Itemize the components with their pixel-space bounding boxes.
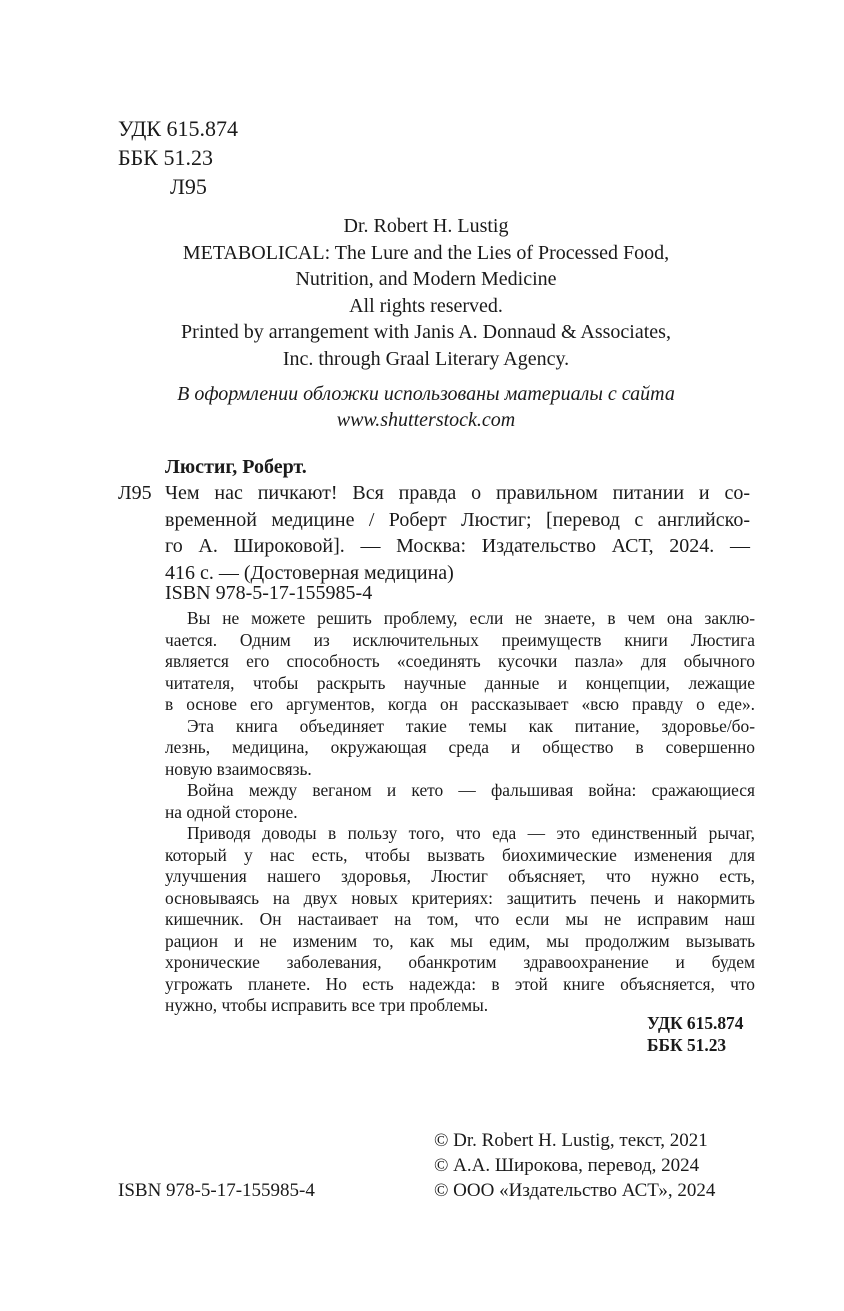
annotation-line: кишечник. Он настаивает на том, что если мы не исправим наш: [165, 909, 755, 929]
annotation-line: рацион и не изменим то, как мы едим, мы продолжим вызывать: [165, 930, 755, 951]
original-title-line-2: Nutrition, and Modern Medicine: [295, 268, 557, 290]
annotation-line: Приводя доводы в пользу того, что еда — это единственный рычаг,: [187, 823, 755, 843]
annotation-line: на одной стороне.: [165, 801, 298, 822]
biblio-line: Чем нас пичкают! Вся правда о правильном питании и со-: [165, 482, 750, 504]
biblio-line: 416 с. — (Достоверная медицина): [165, 561, 454, 584]
author-mark: Л95: [170, 174, 207, 199]
annotation-paragraph: [165, 780, 755, 823]
annotation-line: является его способность «соединять кусочки пазла» для обычного: [165, 651, 755, 671]
annotation-paragraph: [165, 608, 755, 716]
annotation-line: который у нас есть, чтобы вызвать биохимические изменения для: [165, 844, 755, 865]
annotation-line: Эта книга объединяет такие темы как питание, здоровье/бо-: [187, 715, 755, 736]
original-author: Dr. Robert H. Lustig: [343, 215, 509, 237]
bbk-code: ББК 51.23: [118, 145, 213, 170]
annotation-line: нужно, чтобы исправить все три проблемы.: [165, 995, 489, 1015]
cover-note-line-1: В оформлении обложки использованы материалы с сайта: [177, 383, 675, 405]
isbn-main: ISBN 978-5-17-155985-4: [165, 582, 373, 604]
copyright-block: [434, 1128, 715, 1203]
biblio-line: временной медицине / Роберт Люстиг; [перевод с английско-: [165, 508, 750, 531]
udk-code: УДК 615.874: [118, 116, 239, 141]
annotation: [165, 608, 755, 1017]
bibliographic-description: [165, 480, 750, 586]
annotation-line: Война между веганом и кето — фальшивая война: сражающиеся: [187, 780, 755, 800]
annotation-line: читателя, чтобы раскрыть научные данные и концепции, лежащие: [165, 672, 755, 693]
annotation-line: новую взаимосвязь.: [165, 758, 312, 779]
annotation-line: Вы не можете решить проблему, если не знаете, в чем она заклю-: [187, 608, 755, 628]
catalog-author-mark: Л95: [118, 482, 152, 504]
biblio-line: го А. Широковой]. — Москва: Издательство АСТ, 2024. —: [165, 535, 750, 557]
annotation-line: основываясь на двух новых критериях: защитить печень и накормить: [165, 887, 755, 908]
udk-block-top: [118, 114, 238, 201]
udk-code-bottom: УДК 615.874: [647, 1013, 744, 1033]
annotation-line: угрожать планете. Но есть надежда: в этой книге объясняется, что: [165, 973, 755, 994]
arrangement-line-1: Printed by arrangement with Janis A. Donnaud & Associates,: [181, 321, 671, 343]
udk-block-bottom: [600, 1012, 755, 1056]
arrangement-line-2: Inc. through Graal Literary Agency.: [282, 347, 570, 370]
copyright-author: © Dr. Robert H. Lustig, текст, 2021: [434, 1130, 708, 1151]
rights-reserved: All rights reserved.: [349, 294, 503, 317]
cover-credit-note: [120, 381, 732, 433]
annotation-paragraph: [165, 823, 755, 1017]
copyright-translation: © А.А. Широкова, перевод, 2024: [434, 1155, 700, 1176]
annotation-line: чается. Одним из исключительных преимуществ книги Люстига: [165, 629, 755, 650]
annotation-paragraph: [165, 716, 755, 781]
annotation-line: в основе его аргументов, когда он рассказывает «всю правду о еде».: [165, 694, 755, 714]
original-edition-info: [120, 213, 732, 372]
annotation-line: хронические заболевания, обанкротим здравоохранение и будем: [165, 952, 755, 972]
original-title-line-1: METABOLICAL: The Lure and the Lies of Processed Food,: [182, 241, 670, 264]
annotation-line: улучшения нашего здоровья, Люстиг объясняет, что нужно есть,: [165, 866, 755, 886]
catalog-author: Люстиг, Роберт.: [165, 456, 307, 478]
copyright-publisher: © ООО «Издательство АСТ», 2024: [434, 1180, 716, 1201]
isbn-bottom: ISBN 978-5-17-155985-4: [118, 1180, 315, 1201]
cover-note-url: www.shutterstock.com: [336, 409, 516, 431]
bbk-code-bottom: ББК 51.23: [647, 1035, 727, 1055]
annotation-line: лезнь, медицина, окружающая среда и общество в совершенно: [165, 737, 755, 757]
